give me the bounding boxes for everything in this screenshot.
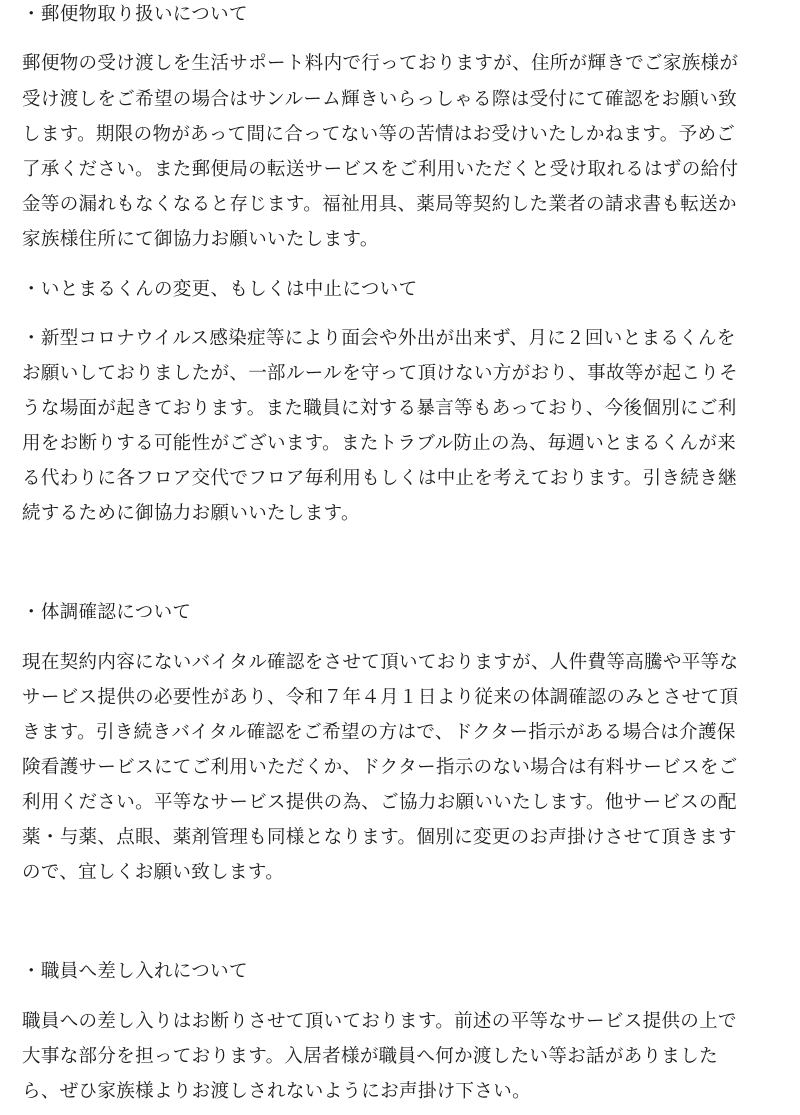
body-line: 薬・与薬、点眼、薬剤管理も同様となります。個別に変更のお声掛けさせて頂きます [22,827,737,848]
body-line: します。期限の物があって間に合ってない等の苦情はお受けいたしかねます。予めご [22,124,736,145]
body-line: 現在契約内容にないバイタル確認をさせて頂いておりますが、人件費等高騰や平等な [22,652,739,673]
body-line: 用をお断りする可能性がございます。またトラブル防止の為、毎週いとまるくんが来 [22,433,737,454]
body-line: うな場面が起きております。また職員に対する暴言等もあっており、今後個別にご利 [22,398,737,419]
body-line: 郵便物の受け渡しを生活サポート料内で行っておりますが、住所が輝きでご家族様が [22,53,739,74]
body-line: ら、ぜひ家族様よりお渡しされないようにお声掛け下さい。 [22,1081,531,1102]
section-heading-health-check: ・体調確認について [22,602,192,623]
body-line: きます。引き続きバイタル確認をご希望の方はで、ドクター指示がある場合は介護保 [22,722,736,743]
body-line: ・新型コロナウイルス感染症等により面会や外出が出来ず、月に２回いとまるくんを [22,328,736,349]
section-heading-staff-gifts: ・職員へ差し入れについて [22,961,248,982]
body-line: 大事な部分を担っております。入居者様が職員へ何か渡したい等お話がありました [22,1046,718,1067]
body-line: お願いしておりましたが、一部ルールを守って頂けない方がおり、事故等が起こりそ [22,363,738,384]
body-line: 続するために御協力お願いいたします。 [22,503,360,524]
section-heading-itomaru: ・いとまるくんの変更、もしくは中止について [22,279,418,300]
body-line: 金等の漏れもなくなると存じます。福祉用具、薬局等契約した業者の請求書も転送か [22,194,737,215]
body-line: 受け渡しをご希望の場合はサンルーム輝きいらっしゃる際は受付にて確認をお願い致 [22,89,737,110]
body-line: 了承ください。また郵便局の転送サービスをご利用いただくと受け取れるはずの給付 [22,159,739,180]
body-line: 険看護サービスにてご利用いただくか、ドクター指示のない場合は有料サービスをご [22,757,738,778]
body-line: 職員への差し入りはお断りさせて頂いております。前述の平等なサービス提供の上で [22,1011,737,1032]
section-heading-mail: ・郵便物取り扱いについて [22,4,248,25]
body-line: 家族様住所にて御協力お願いいたします。 [22,229,379,250]
body-line: る代わりに各フロア交代でフロア毎利用もしくは中止を考えております。引き続き継 [22,468,737,489]
body-line: ので、宜しくお願い致します。 [22,862,285,883]
body-line: サービス提供の必要性があり、令和７年４月１日より従来の体調確認のみとさせて頂 [22,687,739,708]
body-line: 利用ください。平等なサービス提供の為、ご協力お願いいたします。他サービスの配 [22,792,737,813]
